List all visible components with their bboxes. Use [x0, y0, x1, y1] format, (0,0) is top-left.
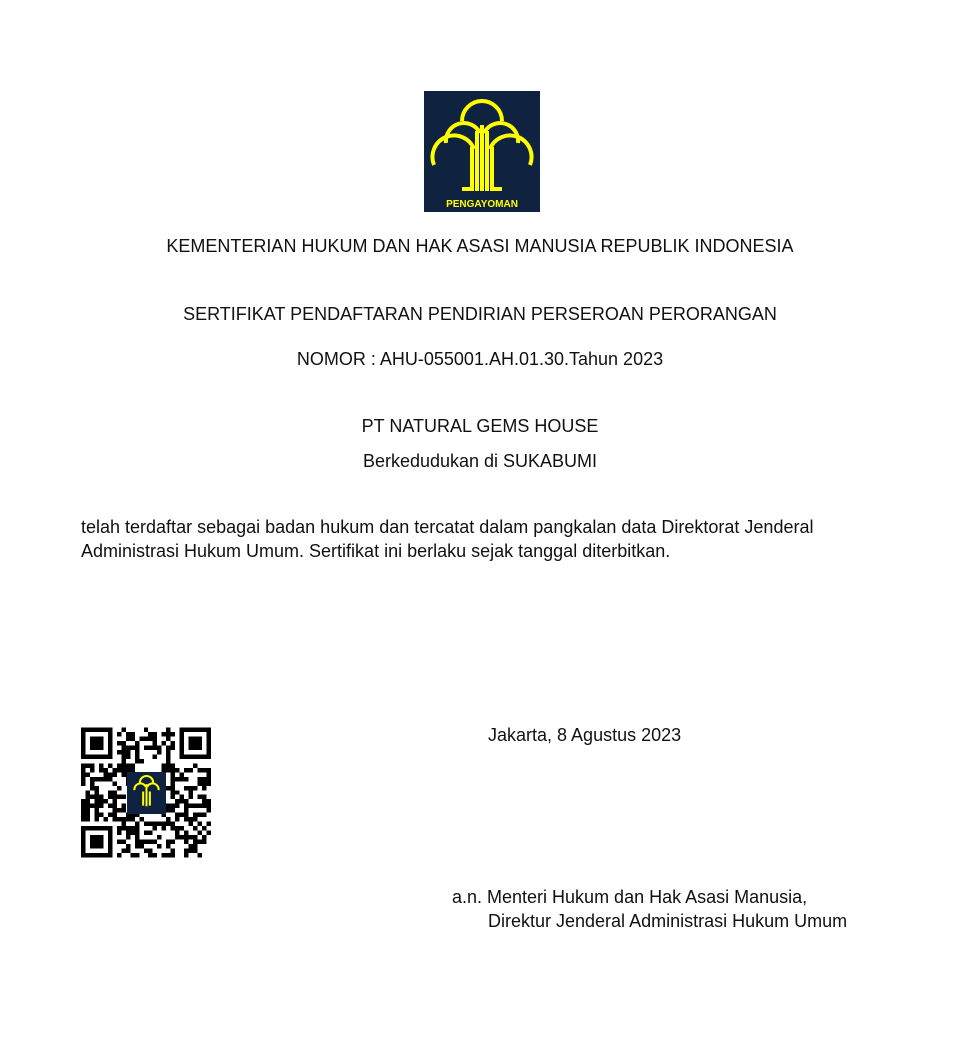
- certificate-title: SERTIFIKAT PENDAFTARAN PENDIRIAN PERSEROAN PERORANGAN: [183, 304, 777, 324]
- qr-center-logo: [127, 772, 166, 814]
- signature-place-date: Jakarta, 8 Agustus 2023: [488, 725, 682, 745]
- company-domicile: Berkedudukan di SUKABUMI: [362, 451, 598, 471]
- company-name: PT NATURAL GEMS HOUSE: [361, 416, 599, 436]
- body-text-line-2: Administrasi Hukum Umum. Sertifikat ini berlaku sejak tanggal diterbitkan.: [81, 541, 671, 561]
- signature-line-1: a.n. Menteri Hukum dan Hak Asasi Manusia,: [452, 887, 808, 907]
- certificate-number: NOMOR : AHU-055001.AH.01.30.Tahun 2023: [296, 349, 664, 369]
- signature-line-2: Direktur Jenderal Administrasi Hukum Umum: [488, 911, 848, 931]
- body-text-line-1: telah terdaftar sebagai badan hukum dan tercatat dalam pangkalan data Direktorat Jenderal: [81, 517, 814, 537]
- pengayoman-logo: [424, 91, 540, 212]
- tree-emblem-icon: [424, 91, 540, 212]
- ministry-name: KEMENTERIAN HUKUM DAN HAK ASASI MANUSIA REPUBLIK INDONESIA: [166, 236, 794, 256]
- logo-text: PENGAYOMAN: [446, 199, 518, 210]
